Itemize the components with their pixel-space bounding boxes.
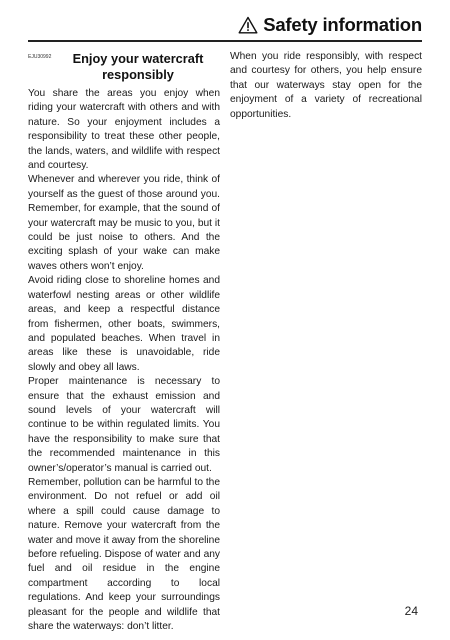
paragraph: Remember, pollution can be harmful to the environment. Do not refuel or add oil where a spill could cause damage to nature. Remove your watercraft from the water and move it away from the shoreline before refueling. Dispose of water and any fuel and oil residue in the engine compartment according to local regulations. And keep your surroundings pleasant for the people and wildlife that share the waterways: don’t litter.	[28, 476, 220, 633]
right-column	[230, 50, 422, 122]
header-rule	[28, 40, 422, 42]
page-number: 24	[404, 604, 418, 618]
paragraph: You share the areas you enjoy when riding your watercraft with others and with nature. So your enjoyment includes a responsibility to treat these other people, the lands, waters, and wildlife with respect and courtesy.	[28, 88, 220, 172]
paragraph: Avoid riding close to shoreline homes and waterfowl nesting areas or other wildlife areas, and keep a respectful distance from fishermen, other boats, swimmers, and populated beaches. When travel in areas like these is unavoidable, ride slowly and obey all laws.	[28, 275, 220, 373]
page-title: Safety information	[263, 14, 422, 35]
section-heading: Enjoy your watercraft responsibly	[72, 51, 204, 82]
warning-triangle-icon	[238, 16, 258, 34]
section-code: EJU30992	[28, 54, 52, 60]
paragraph: Proper maintenance is necessary to ensure that the exhaust emission and sound levels of your watercraft will continue to be within regulated limits. You have the responsibility to make sure that the recommended maintenance in this owner’s/operator’s manual is carried out.	[28, 376, 220, 474]
paragraph: Whenever and wherever you ride, think of yourself as the guest of those around you. Remember, for example, that the sound of your watercraft may be music to you, but it could be just noise to others. And the exciting splash of your wake can make waves others won’t enjoy.	[28, 174, 220, 272]
left-column	[28, 50, 220, 634]
paragraph: When you ride responsibly, with respect and courtesy for others, you help ensure that our waterways stay open for the enjoyment of a variety of recreational opportunities.	[230, 51, 422, 120]
page-header	[238, 10, 422, 40]
